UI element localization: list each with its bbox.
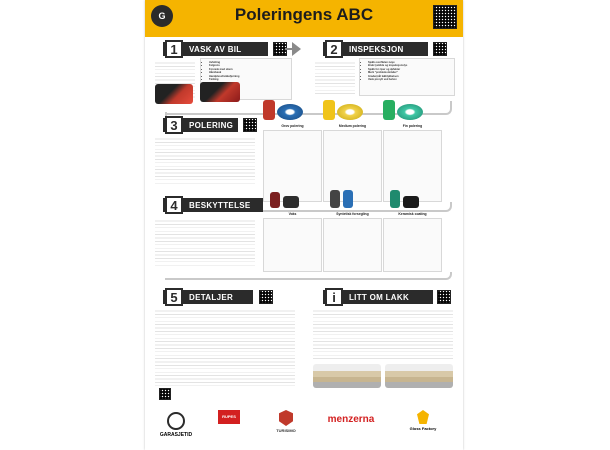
- section-2-checklist: [359, 58, 455, 96]
- section-1-number: 1: [165, 40, 183, 58]
- sealant-product-image: [343, 190, 353, 208]
- qr-code-icon: [433, 5, 457, 29]
- sponsor-menzerna: [317, 414, 385, 425]
- poster-header: [145, 0, 463, 37]
- qr-code-icon: [159, 388, 171, 400]
- section-4-label: BESKYTTELSE: [189, 200, 251, 210]
- bullet-item: • Vask på nytt ved behov: [368, 78, 407, 81]
- coating-product-image: [403, 196, 419, 208]
- paint-layer-diagram-before: [313, 364, 381, 388]
- bullet-item: • Felgrens: [209, 64, 239, 67]
- protect-column-coating: Keramisk coating: [398, 212, 427, 216]
- section-1-bullet-list: [203, 61, 239, 81]
- polish-column-fine: Fin polering: [402, 124, 423, 128]
- qr-code-icon: [433, 42, 447, 56]
- bullet-item: • Merk "problemområder": [368, 71, 407, 74]
- polisher-machine-image: [200, 82, 240, 102]
- protect-column-sealant: Syntetisk forsegling: [336, 212, 369, 216]
- section-5-label: DETALJER: [189, 292, 234, 302]
- flow-connector: [165, 272, 452, 280]
- coating-product-image: [390, 190, 400, 208]
- section-info-label: LITT OM LAKK: [349, 292, 410, 302]
- wax-product-image: [270, 192, 280, 208]
- polish-pad-image: [337, 104, 363, 120]
- sponsor-turisimo: [263, 410, 309, 434]
- section-1-label: VASK AV BIL: [189, 44, 242, 54]
- section-3-label: POLERING: [189, 120, 234, 130]
- section-info-number: i: [325, 288, 343, 306]
- polish-column-medium: Medium polering: [338, 124, 367, 128]
- garasjetid-logo-icon: [167, 412, 185, 430]
- poster-title: Poleringens ABC: [234, 5, 374, 24]
- protect-card-coating: [383, 218, 442, 272]
- section-2-number: 2: [325, 40, 343, 58]
- section-info-text: [313, 308, 453, 360]
- section-5-text: [155, 308, 295, 386]
- bullet-item: • Bruk lyskilde og inspeksjonslys: [368, 64, 407, 67]
- polish-pad-image: [397, 104, 423, 120]
- logo-icon: G: [151, 5, 173, 27]
- sponsor-name: GARASJETID: [159, 432, 193, 438]
- wax-product-image: [283, 196, 299, 208]
- polish-column-coarse: Grov polering: [281, 124, 304, 128]
- protect-card-wax: [263, 218, 322, 272]
- polish-bottle-image: [263, 100, 275, 120]
- poster: [145, 0, 463, 450]
- glossfactory-logo-icon: [417, 410, 429, 424]
- polish-bottle-image: [383, 100, 395, 120]
- protect-column-wax: Voks: [288, 212, 297, 216]
- section-2-text: [315, 60, 355, 96]
- arrow-shaft: [285, 48, 293, 50]
- bullet-item: • Sjekk for riper og defekter: [368, 68, 407, 71]
- bullet-item: • Avfetting: [209, 61, 239, 64]
- section-4-text: [155, 218, 255, 268]
- section-3-number: 3: [165, 116, 183, 134]
- sponsor-garasjetid: [151, 412, 201, 438]
- sponsor-name: Gloss Factory: [409, 426, 437, 431]
- qr-code-icon: [437, 290, 451, 304]
- polish-bottle-image: [323, 100, 335, 120]
- bullet-item: • Sjekk overflaten nøye: [368, 61, 407, 64]
- bullet-item: • Gradermål lakktykkelsen: [368, 75, 407, 78]
- section-4-number: 4: [165, 196, 183, 214]
- polish-pad-image: [277, 104, 303, 120]
- section-2-bullet-list: [362, 61, 407, 81]
- qr-code-icon: [259, 290, 273, 304]
- arrow-right-icon: [292, 42, 301, 56]
- protect-card-sealant: [323, 218, 382, 272]
- qr-code-icon: [243, 118, 257, 132]
- turisimo-logo-icon: [279, 410, 293, 426]
- bullet-item: • Tørking: [209, 78, 239, 81]
- sponsor-name: RUPES: [218, 410, 240, 424]
- bullet-item: • Forvask med skum: [209, 68, 239, 71]
- sponsor-name: menzerna: [327, 414, 375, 425]
- sponsor-name: TURISIMO: [276, 428, 296, 433]
- sealant-product-image: [330, 190, 340, 208]
- polisher-machine-image: [155, 84, 193, 104]
- bullet-item: • Handplussfrekkefjerning: [209, 75, 239, 78]
- sponsor-glossfactory: [393, 410, 453, 432]
- bullet-item: • Håndvask: [209, 71, 239, 74]
- section-3-text: [155, 136, 255, 186]
- paint-layer-diagram-after: [385, 364, 453, 388]
- section-2-label: INSPEKSJON: [349, 44, 404, 54]
- sponsor-rupes: [209, 410, 249, 424]
- section-5-number: 5: [165, 288, 183, 306]
